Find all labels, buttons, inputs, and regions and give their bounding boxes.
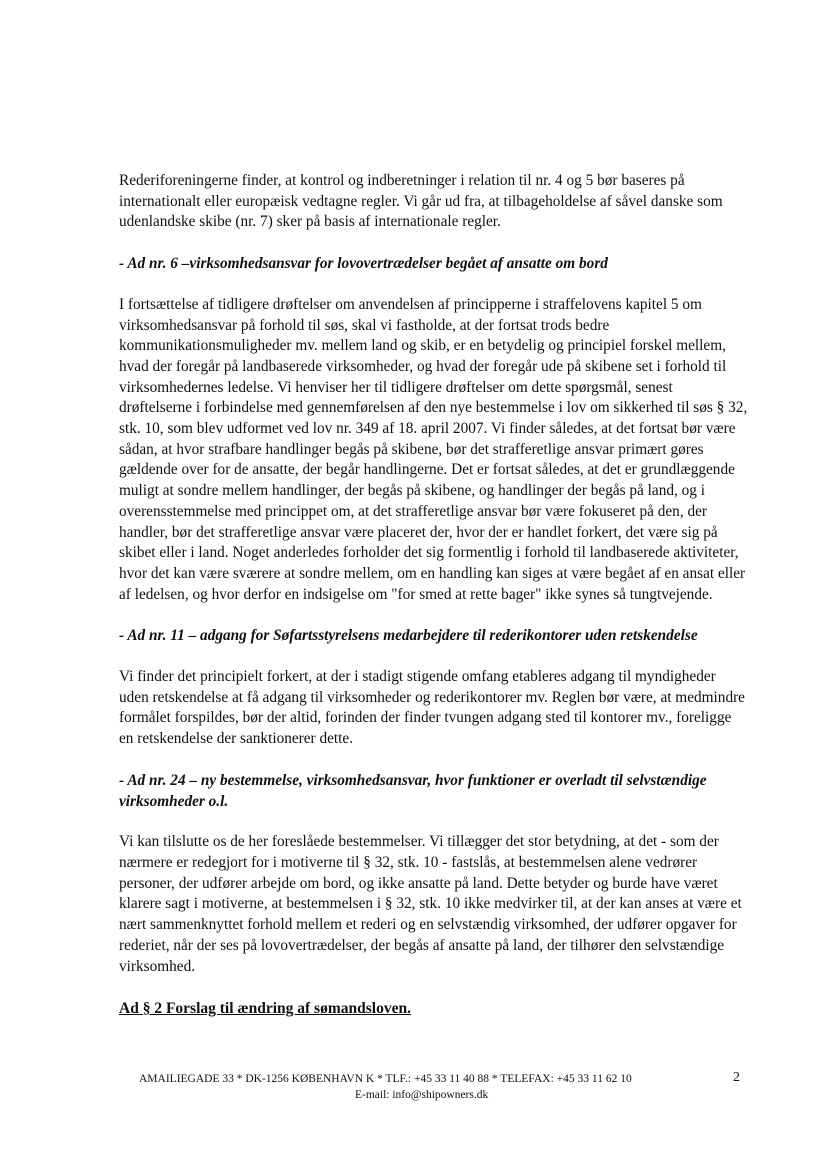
document-body	[119, 171, 749, 1019]
heading-ad-nr-24: - Ad nr. 24 – ny bestemmelse, virksomhedsansvar, hvor funktioner er overladt til selvstændige virksomheder o.l.	[119, 771, 707, 810]
intro-paragraph: Rederiforeningerne finder, at kontrol og indberetninger i relation til nr. 4 og 5 bør baseres på internationalt eller europæisk vedtagne regler. Vi går ud fra, at tilbageholdelse af såvel danske som udenlandske skibe (nr. 7) sker på basis af internationale regler.	[119, 172, 723, 231]
heading-ad-nr-6: - Ad nr. 6 –virksomhedsansvar for lovovertrædelser begået af ansatte om bord	[119, 255, 608, 273]
paragraph-ad-nr-11: Vi finder det principielt forkert, at der i stadigt stigende omfang etableres adgang til myndigheder uden retskendelse at få adgang til virksomheder og rederikontorer mv. Reglen bør være, at medmindre formålet forspildes, bør der altid, forinden der finder tvungen adgang sted til kontorer mv., foreligge en retskendelse der sanktionerer dette.	[119, 668, 745, 748]
footer-email: E-mail: info@shipowners.dk	[355, 1089, 489, 1101]
heading-ad-nr-11: - Ad nr. 11 – adgang for Søfartsstyrelsens medarbejdere til rederikontorer uden retskendelse	[119, 627, 698, 645]
paragraph-ad-nr-24: Vi kan tilslutte os de her foreslåede bestemmelser. Vi tillægger det stor betydning, at det - som der nærmere er redegjort for i motiverne til § 32, stk. 10 - fastslås, at bestemmelsen alene vedrører personer, der udfører arbejde om bord, og ikke ansatte på land. Dette betyder og burde have været klarere sagt i motiverne, at bestemmelsen i § 32, stk. 10 ikke medvirker til, at der kan anses at være et nært sammenknyttet forhold mellem et rederi og en selvstændig virksomhed, der udfører opgaver for rederiet, når der ses på lovovertrædelser, der begås af ansatte på land, der tilhører den selvstændige virksomhed.	[119, 833, 742, 975]
footer-address: AMAILIEGADE 33 * DK-1256 KØBENHAVN K * TLF.: +45 33 11 40 88 * TELEFAX: +45 33 11 62 10	[139, 1073, 632, 1085]
page-number: 2	[733, 1070, 740, 1085]
section-title-somandsloven: Ad § 2 Forslag til ændring af sømandsloven.	[119, 1000, 411, 1018]
paragraph-ad-nr-6: I fortsættelse af tidligere drøftelser om anvendelsen af principperne i straffelovens kapitel 5 om virksomhedsansvar på forhold til søs, skal vi fastholde, at der fortsat trods bedre kommunikationsmuligheder mv. mellem land og skib, er en betydelig og principiel forskel mellem, hvad der foregår på landbaserede virksomheder, og hvad der foregår ude på skibene set i forhold til virksomhedernes ledelse. Vi henviser her til tidligere drøftelser om dette spørgsmål, senest drøftelserne i forbindelse med gennemførelsen af den nye bestemmelse i lov om sikkerhed til søs § 32, stk. 10, som blev udformet ved lov nr. 349 af 18. april 2007. Vi finder således, at det fortsat bør være sådan, at hvor strafbare handlinger begås på skibene, bør det strafferetlige ansvar primært gøres gældende over for de ansatte, der begår handlingerne. Det er fortsat således, at det er grundlæggende muligt at sondre mellem handlinger, der begås på skibene, og handlinger der begås på land, og i overensstemmelse med princippet om, at det strafferetlige ansvar bør være fokuseret på den, der handler, bør det strafferetlige ansvar være placeret der, hvor der er handlet forkert, det være sig på skibet eller i land. Noget anderledes forholder det sig formentlig i forhold til landbaserede aktiviteter, hvor det kan være sværere at sondre mellem, om en handling kan siges at være begået af en ansat eller af ledelsen, og hvor derfor en indsigelse om "for smed at rette bager" ikke synes så tungtvejende.	[119, 295, 748, 603]
